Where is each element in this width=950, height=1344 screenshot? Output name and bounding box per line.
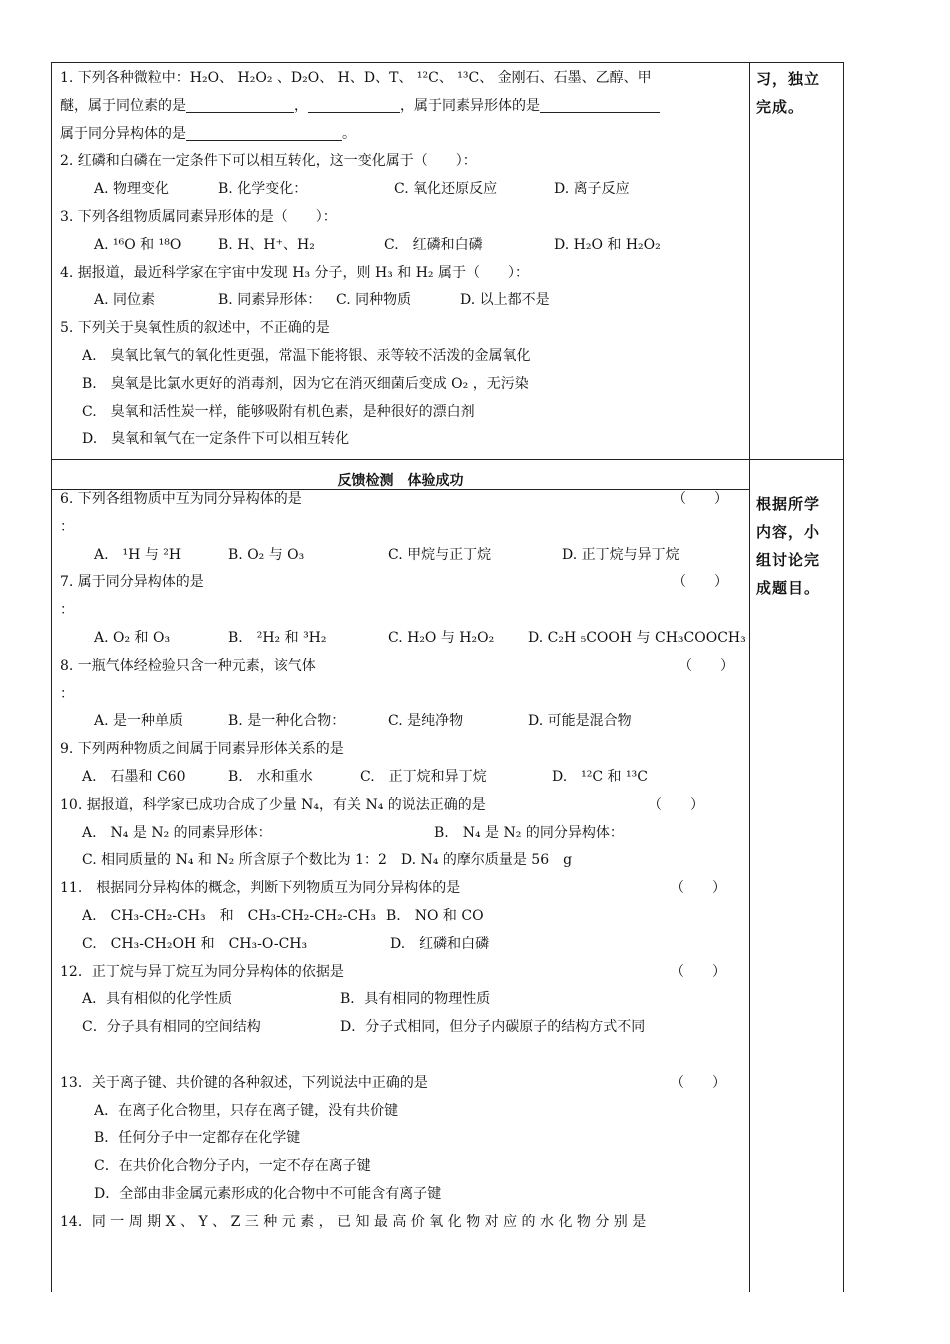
answer-blank-isotope-1[interactable]	[186, 96, 294, 113]
q8-stem	[60, 653, 740, 681]
q12-options-cd	[60, 1014, 740, 1042]
q8-options	[60, 708, 740, 736]
q2-stem: 2. 红磷和白磷在一定条件下可以相互转化，这一变化属于（ ）：	[60, 153, 477, 170]
q4-stem: 4. 据报道，最近科学家在宇宙中发现 H₃ 分子，则 H₃ 和 H₂ 属于（ ）：	[60, 264, 529, 281]
q7-option-b[interactable]: B. ²H₂ 和 ³H₂	[228, 629, 327, 646]
q11-option-c[interactable]: C. CH₃-CH₂OH 和 CH₃-O-CH₃	[82, 935, 308, 952]
feedback-section	[51, 459, 844, 1292]
q2-option-d[interactable]: D. 离子反应	[554, 181, 630, 198]
q6-option-a[interactable]: A. ¹H 与 ²H	[94, 546, 182, 563]
q1-line2	[60, 93, 740, 121]
q12-options-ab	[60, 986, 740, 1014]
q4-options	[60, 287, 740, 315]
q13-option-c[interactable]: C．在共价化合物分子内，一定不存在离子键	[94, 1158, 371, 1175]
q7-option-c[interactable]: C. H₂O 与 H₂O₂	[388, 629, 495, 646]
practice-note-line1: 习，独立	[756, 70, 821, 88]
q7-cont: ：	[60, 602, 74, 619]
q12-text: 12．正丁烷与异丁烷互为同分异构体的依据是	[60, 963, 344, 980]
q11-options-ab	[60, 903, 740, 931]
q11-answer-paren[interactable]: （ ）	[670, 880, 726, 897]
column-divider	[749, 63, 750, 459]
q4-option-c[interactable]: C. 同种物质	[336, 292, 412, 309]
feedback-note-line3: 组讨论完	[756, 551, 821, 569]
q4-option-d[interactable]: D. 以上都不是	[460, 292, 550, 309]
practice-section	[51, 62, 844, 460]
q1-comma: ，	[294, 97, 308, 114]
q11-text: 11. 根据同分异构体的概念，判断下列物质互为同分异构体的是	[60, 880, 461, 897]
q6-answer-paren[interactable]: （ ）	[672, 491, 728, 507]
q13-stem	[60, 1070, 740, 1098]
q13-option-b[interactable]: B．任何分子中一定都存在化学键	[94, 1130, 301, 1147]
q5-option-c[interactable]: C. 臭氧和活性炭一样，能够吸附有机色素，是种很好的漂白剂	[82, 403, 475, 420]
q12-option-c[interactable]: C．分子具有相同的空间结构	[82, 1019, 261, 1036]
q7-options	[60, 625, 746, 653]
q3-option-d[interactable]: D. H₂O 和 H₂O₂	[554, 236, 661, 253]
q13-answer-paren[interactable]: （ ）	[670, 1074, 726, 1091]
q9-option-d[interactable]: D. ¹²C 和 ¹³C	[552, 768, 648, 785]
q11-option-b[interactable]: B. NO 和 CO	[386, 907, 484, 924]
q5-option-a[interactable]: A. 臭氧比氧气的氧化性更强，常温下能将银、汞等较不活泼的金属氧化	[82, 347, 531, 364]
q8-text: 8. 一瓶气体经检验只含一种元素，该气体	[60, 657, 316, 674]
answer-blank-isotope-2[interactable]	[308, 96, 400, 113]
feedback-note-line2: 内容，小	[756, 523, 821, 541]
q8-option-b[interactable]: B. 是一种化合物：	[228, 713, 346, 730]
q1-line1: 1. 下列各种微粒中：H₂O、 H₂O₂ 、D₂O、 H、D、T、 ¹²C、 ¹³C、 金刚石、石墨、乙醇、甲	[60, 70, 652, 86]
q11-option-a[interactable]: A. CH₃-CH₂-CH₃ 和 CH₃-CH₂-CH₂-CH₃	[82, 907, 376, 924]
q9-option-b[interactable]: B. 水和重水	[228, 768, 313, 785]
q5-option-d[interactable]: D. 臭氧和氧气在一定条件下可以相互转化	[82, 431, 350, 448]
feedback-note-line4: 成题目。	[756, 579, 821, 597]
q9-options	[60, 764, 740, 792]
q2-options	[60, 176, 740, 204]
q12-answer-paren[interactable]: （ ）	[670, 963, 726, 980]
practice-questions	[60, 65, 740, 454]
q3-stem: 3. 下列各组物质属同素异形体的是（ ）：	[60, 208, 337, 225]
q9-option-a[interactable]: A. 石墨和 C60	[82, 768, 186, 785]
q7-option-d[interactable]: D. C₂H ₅COOH 与 CH₃COOCH₃	[528, 629, 746, 646]
q6-option-b[interactable]: B. O₂ 与 O₃	[228, 546, 305, 563]
q3-options	[60, 232, 740, 260]
q12-option-b[interactable]: B．具有相同的物理性质	[340, 991, 491, 1008]
q3-option-b[interactable]: B. H、H⁺、H₂	[218, 236, 315, 253]
answer-blank-isomer[interactable]	[186, 124, 342, 141]
q11-options-cd	[60, 931, 740, 959]
q1-isotope-label: 醚，属于同位素的是	[60, 97, 186, 114]
q13-option-d[interactable]: D．全部由非金属元素形成的化合物中不可能含有离子键	[94, 1185, 442, 1202]
column-divider	[749, 460, 750, 1292]
answer-blank-allotrope[interactable]	[540, 96, 660, 113]
practice-note	[756, 65, 840, 121]
q11-option-d[interactable]: D. 红磷和白磷	[390, 935, 490, 952]
feedback-questions	[60, 486, 746, 1237]
q8-answer-paren[interactable]: （ ）	[678, 657, 734, 674]
q9-stem: 9. 下列两种物质之间属于同素异形体关系的是	[60, 741, 344, 758]
q6-stem	[60, 486, 740, 514]
q2-option-c[interactable]: C. 氧化还原反应	[394, 181, 498, 198]
q10-option-b[interactable]: B. N₄ 是 N₂ 的同分异构体：	[434, 824, 624, 841]
q12-option-d[interactable]: D．分子式相同，但分子内碳原子的结构方式不同	[340, 1019, 646, 1036]
q1-isomer-label: 属于同分异构体的是	[60, 125, 186, 142]
q5-stem: 5. 下列关于臭氧性质的叙述中，不正确的是	[60, 320, 330, 337]
feedback-note-line1: 根据所学	[756, 495, 821, 513]
section-title: 反馈检测 体验成功	[337, 473, 464, 489]
q4-option-a[interactable]: A. 同位素	[94, 292, 156, 309]
q6-option-c[interactable]: C. 甲烷与正丁烷	[388, 546, 492, 563]
q1-allotrope-label: ，属于同素异形体的是	[400, 97, 540, 114]
q4-option-b[interactable]: B. 同素异形体：	[218, 292, 322, 309]
q12-option-a[interactable]: A．具有相似的化学性质	[82, 991, 233, 1008]
q14-stem: 14．同 一 周 期 X 、 Y 、 Z 三 种 元 素 ， 已 知 最 高 价 氧 化 物 对 应 的 水 化 物 分 别 是	[60, 1213, 647, 1230]
q3-option-c[interactable]: C. 红磷和白磷	[384, 236, 483, 253]
q12-stem	[60, 959, 740, 987]
feedback-note	[756, 490, 840, 602]
q6-cont: ：	[60, 518, 74, 535]
q3-option-a[interactable]: A. ¹⁶O 和 ¹⁸O	[94, 236, 182, 253]
q6-text: 6. 下列各组物质中互为同分异构体的是	[60, 491, 302, 507]
q7-option-a[interactable]: A. O₂ 和 O₃	[94, 629, 171, 646]
spacer	[60, 1042, 740, 1070]
q7-stem	[60, 569, 740, 597]
q11-stem	[60, 875, 740, 903]
q7-text: 7. 属于同分异构体的是	[60, 574, 204, 591]
q10-options-ab	[60, 820, 740, 848]
q13-option-a[interactable]: A．在离子化合物里，只存在离子键，没有共价键	[94, 1102, 399, 1119]
q5-option-b[interactable]: B. 臭氧是比氯水更好的消毒剂，因为它在消灭细菌后变成 O₂ ，无污染	[82, 375, 529, 392]
q2-option-b[interactable]: B. 化学变化：	[218, 181, 308, 198]
q6-option-d[interactable]: D. 正丁烷与异丁烷	[562, 546, 680, 563]
q2-option-a[interactable]: A. 物理变化	[94, 181, 170, 198]
q8-option-a[interactable]: A. 是一种单质	[94, 713, 184, 730]
practice-note-line2: 完成。	[756, 98, 805, 116]
q8-option-c[interactable]: C. 是纯净物	[388, 713, 464, 730]
q10-option-a[interactable]: A. N₄ 是 N₂ 的同素异形体：	[82, 824, 272, 841]
q8-cont: ：	[60, 685, 74, 702]
q10-options-cd[interactable]: C. 相同质量的 N₄ 和 N₂ 所含原子个数比为 1：2 D. N₄ 的摩尔质量是 56 g	[82, 852, 573, 869]
q7-answer-paren[interactable]: （ ）	[672, 574, 728, 591]
q1-period: 。	[342, 125, 356, 142]
q9-option-c[interactable]: C. 正丁烷和异丁烷	[360, 768, 487, 785]
q8-option-d[interactable]: D. 可能是混合物	[528, 713, 632, 730]
q6-options	[60, 542, 740, 570]
q10-text: 10. 据报道，科学家已成功合成了少量 N₄，有关 N₄ 的说法正确的是	[60, 796, 486, 813]
q1-line3	[60, 121, 740, 149]
q10-answer-paren[interactable]: （ ）	[648, 796, 704, 813]
q13-text: 13．关于离子键、共价键的各种叙述，下列说法中正确的是	[60, 1074, 428, 1091]
q10-stem	[60, 792, 740, 820]
